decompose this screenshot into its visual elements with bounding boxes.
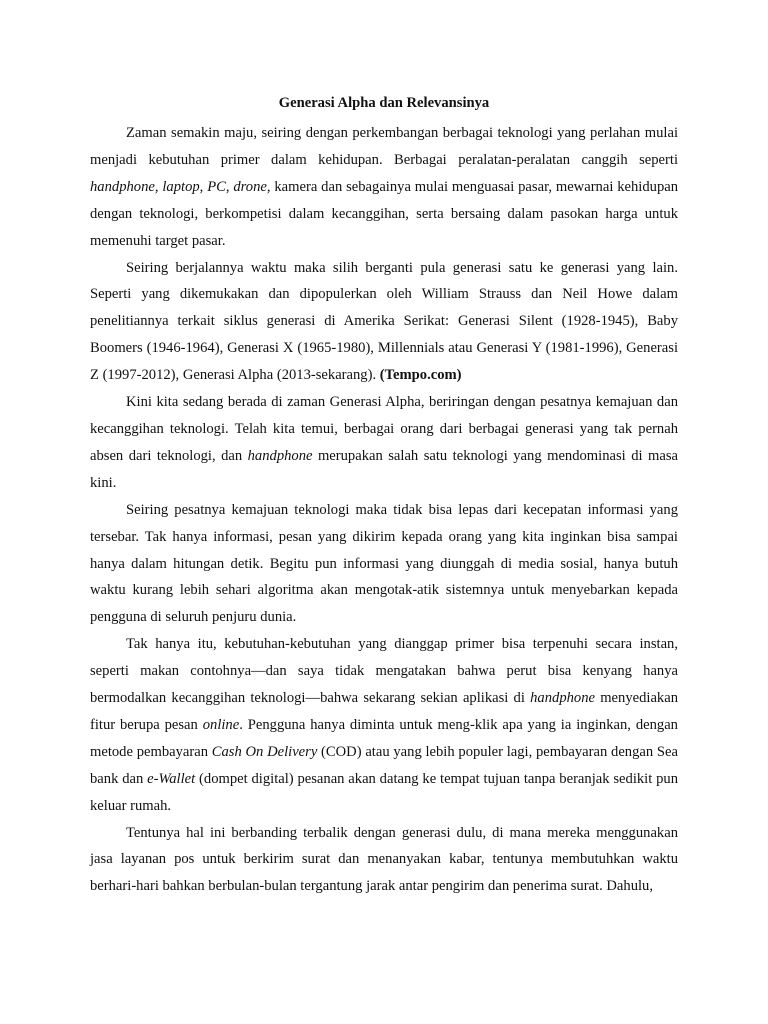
italic-term: e-Wallet	[147, 770, 196, 787]
body-paragraph	[90, 120, 678, 255]
paragraph-text: menyediakan fitur berupa pesan	[90, 690, 678, 733]
italic-term: PC	[207, 178, 226, 195]
paragraph-text: merupakan salah satu teknologi yang mendominasi di masa kini.	[90, 447, 678, 491]
italic-term: Cash On Delivery	[211, 743, 318, 760]
italic-term: handphone	[247, 447, 313, 464]
body-paragraph	[90, 631, 678, 819]
bold-citation: (Tempo.com)	[379, 367, 462, 384]
paragraph-text: Seiring berjalannya waktu maka silih berganti pula generasi satu ke generasi yang lain. Seperti yang dikemukakan dan dipopulerkan oleh William Strauss dan Neil Howe dalam penelitiannya terkait siklus generasi di Amerika Serikat: Generasi Silent (1928-1945), Baby Boomers (1946-1964), Generasi X (1965-1980), Millennials atau Generasi Y (1981-1996), Generasi Z (1997-2012), Generasi Alpha (2013-sekarang).	[90, 259, 678, 384]
paragraph-text: ,	[154, 178, 163, 195]
body-paragraph	[90, 497, 678, 632]
body-paragraph	[90, 255, 678, 390]
italic-term: handphone	[530, 690, 595, 707]
italic-term: online	[202, 716, 240, 733]
paragraph-text: Zaman semakin maju, seiring dengan perkembangan berbagai teknologi yang perlahan mulai menjadi kebutuhan primer dalam kehidupan. Berbagai peralatan-peralatan canggih seperti	[90, 125, 678, 168]
body-paragraph	[90, 820, 678, 901]
paragraph-text: Seiring pesatnya kemajuan teknologi maka tidak bisa lepas dari kecepatan informasi yang tersebar. Tak hanya informasi, pesan yang dikirim kepada orang yang kita inginkan bisa sampai hanya dalam hitungan detik. Begitu pun informasi yang diunggah di media sosial, hanya butuh waktu kurang lebih sehari algoritma akan mengotak-atik sistemnya untuk menyebarkan kepada pengguna di seluruh penjuru dunia.	[90, 501, 678, 626]
paragraph-text: Tak hanya itu, kebutuhan-kebutuhan yang dianggap primer bisa terpenuhi secara instan, seperti makan contohnya—dan saya tidak mengatakan bahwa perut bisa kenyang hanya bermodalkan kecanggihan teknologi—bahwa sekarang sekian aplikasi di	[90, 636, 678, 707]
italic-term: drone	[233, 178, 267, 195]
italic-term: laptop	[162, 178, 200, 195]
paragraph-text: (COD) atau yang lebih populer lagi, pembayaran dengan Sea bank dan	[90, 743, 678, 787]
paragraph-text: Kini kita sedang berada di zaman Generasi Alpha, beriringan dengan pesatnya kemajuan dan kecanggihan teknologi. Telah kita temui, berbagai orang dari berbagai generasi yang tak pernah absen dari teknologi, dan	[90, 394, 678, 464]
paragraph-text: (dompet digital) pesanan akan datang ke tempat tujuan tanpa beranjak sedikit pun keluar rumah.	[90, 770, 678, 814]
document-title: Generasi Alpha dan Relevansinya	[278, 95, 490, 111]
paragraph-list	[90, 120, 678, 900]
italic-term: handphone	[90, 178, 155, 195]
document-body	[90, 90, 678, 900]
paragraph-text: ,	[199, 178, 208, 195]
paragraph-text: ,	[225, 178, 234, 195]
paragraph-text: . Pengguna hanya diminta untuk meng-klik apa yang ia inginkan, dengan metode pembayaran	[90, 716, 678, 760]
body-paragraph	[90, 389, 678, 497]
paragraph-text: , kamera dan sebagainya mulai menguasai pasar, mewarnai kehidupan dengan teknologi, berkompetisi dalam kecanggihan, serta bersaing dalam pasokan harga untuk memenuhi target pasar.	[90, 178, 679, 249]
paragraph-text: Tentunya hal ini berbanding terbalik dengan generasi dulu, di mana mereka menggunakan jasa layanan pos untuk berkirim surat dan menanyakan kabar, tentunya membutuhkan waktu berhari-hari bahkan berbulan-bulan tergantung jarak antar pengirim dan penerima surat. Dahulu,	[90, 824, 678, 895]
